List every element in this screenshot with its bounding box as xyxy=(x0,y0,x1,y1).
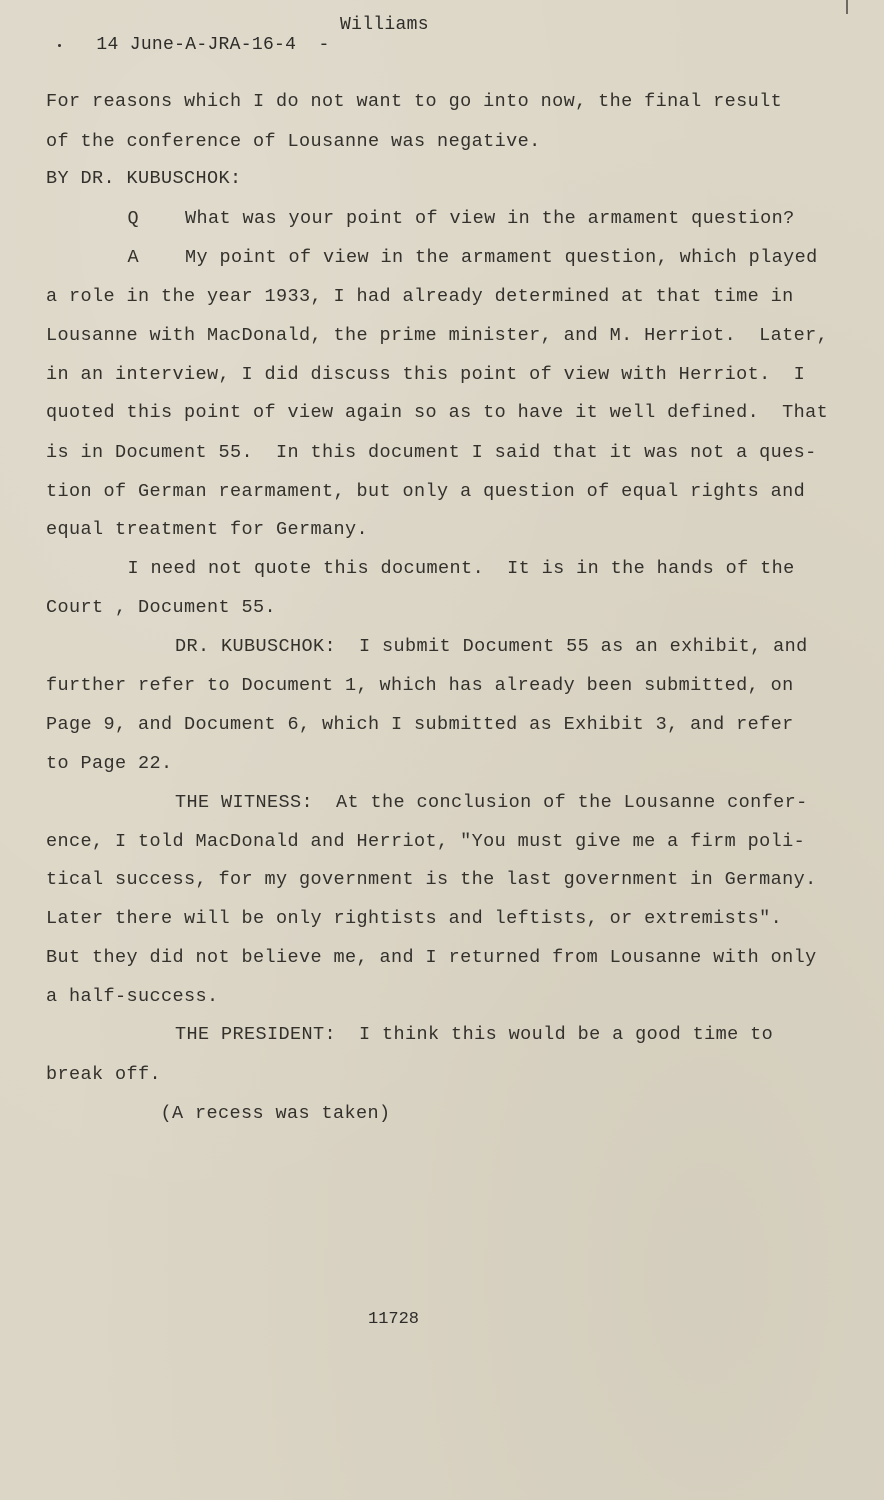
answer-line: A My point of view in the armament question, which played xyxy=(70,247,818,268)
text-line: of the conference of Lousanne was negative. xyxy=(46,131,541,152)
speaker-line: THE WITNESS: At the conclusion of the Lousanne confer- xyxy=(60,792,808,813)
page-number: 11728 xyxy=(368,1310,420,1329)
text-line: in an interview, I did discuss this point of view with Herriot. I xyxy=(46,364,806,385)
text-line: Page 9, and Document 6, which I submitted as Exhibit 3, and refer xyxy=(46,714,794,735)
text-line: is in Document 55. In this document I said that it was not a ques- xyxy=(46,442,817,463)
text-line: to Page 22. xyxy=(46,753,173,774)
examiner-heading: BY DR. KUBUSCHOK: xyxy=(46,168,242,189)
text-line: Court , Document 55. xyxy=(46,597,277,618)
text-line: a half-success. xyxy=(46,986,219,1007)
header-author: Williams xyxy=(340,15,429,35)
question-line: Q What was your point of view in the armament question? xyxy=(70,208,795,229)
text-line: tical success, for my government is the last government in Germany. xyxy=(46,869,817,890)
text-line: I need not quote this document. It is in the hands of the xyxy=(70,558,795,579)
text-line: further refer to Document 1, which has already been submitted, on xyxy=(46,675,794,696)
text-line: tion of German rearmament, but only a question of equal rights and xyxy=(46,481,806,502)
text-line: But they did not believe me, and I returned from Lousanne with only xyxy=(46,947,817,968)
text-line: For reasons which I do not want to go into now, the final result xyxy=(46,91,783,112)
text-line: a role in the year 1933, I had already determined at that time in xyxy=(46,286,794,307)
edge-mark xyxy=(846,0,848,14)
header-dot xyxy=(58,44,61,47)
text-line: quoted this point of view again so as to have it well defined. That xyxy=(46,402,829,423)
text-line: break off. xyxy=(46,1064,162,1085)
speaker-line: DR. KUBUSCHOK: I submit Document 55 as an exhibit, and xyxy=(60,636,808,657)
text-line: Lousanne with MacDonald, the prime minister, and M. Herriot. Later, xyxy=(46,325,829,346)
header-reference: 14 June-A-JRA-16-4 - xyxy=(96,35,330,55)
recess-note: (A recess was taken) xyxy=(80,1103,391,1124)
speaker-line: THE PRESIDENT: I think this would be a good time to xyxy=(60,1024,774,1045)
page-header xyxy=(52,15,429,95)
text-line: equal treatment for Germany. xyxy=(46,519,369,540)
text-line: ence, I told MacDonald and Herriot, "You must give me a firm poli- xyxy=(46,831,806,852)
text-line: Later there will be only rightists and leftists, or extremists". xyxy=(46,908,783,929)
